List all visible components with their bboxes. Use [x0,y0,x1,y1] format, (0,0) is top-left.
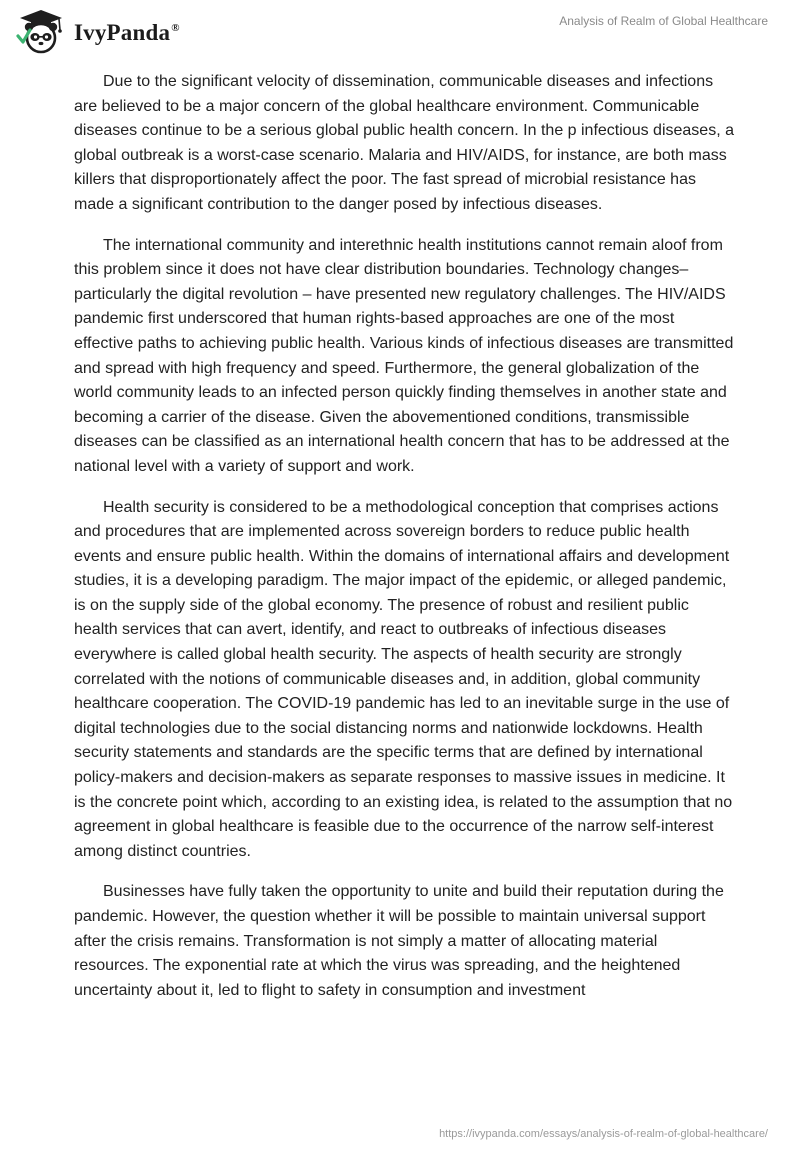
paragraph-4: Businesses have fully taken the opportunity to unite and build their reputation during the pandemic. However, the question whether it will be possible to maintain universal support after the crisis remains. Transformation is not simply a matter of allocating material resources. The exponential rate at which the virus was spreading, and the heightened uncertainty about it, led to flight to safety in consumption and investment [74,883,724,999]
registered-mark: ® [171,22,180,35]
paragraph-2: The international community and interethnic health institutions cannot remain aloof from this problem since it does not have clear distribution boundaries. Technology changes– particularly the digital revolution – have presented new regulatory challenges. The HIV/AIDS pandemic first underscored that human rights-based approaches are one of the most effective paths to achieving public health. Various kinds of infectious diseases are transmitted and spread with high frequency and speed. Furthermore, the general globalization of the world community leads to an infected person quickly finding themselves in another state and becoming a carrier of the disease. Given the abovementioned conditions, transmissible diseases can be classified as an international health concern that has to be addressed at the national level with a variety of support and work. [74,236,734,475]
paragraph-3: Health security is considered to be a methodological conception that comprises actions and procedures that are implemented across sovereign borders to reduce public health events and ensure public health. Within the domains of international affairs and development studies, it is a developing paradigm. The major impact of the epidemic, or alleged pandemic, is on the supply side of the global economy. The presence of robust and resilient public health services that can avert, identify, and react to outbreaks of infectious diseases everywhere is called global health security. The aspects of health security are strongly correlated with the notions of communicable diseases and, in addition, global community healthcare cooperation. The COVID-19 pandemic has led to an inevitable surge in the use of digital technologies due to the social distancing norms and nationwide lockdowns. Health security statements and standards are the specific terms that are defined by international policy-makers and decision-makers as separate responses to massive issues in medicine. It is the concrete point which, according to an existing idea, is related to the assumption that no agreement in global healthcare is feasible due to the occurrence of the narrow self-interest among distinct countries. [74,498,733,860]
document-title: Analysis of Realm of Global Healthcare [559,14,768,28]
panda-graduate-icon [14,8,68,54]
paragraph-1: Due to the significant velocity of dissemination, communicable diseases and infections are believed to be a major concern of the global healthcare environment. Communicable diseases continue to be a serious global public health concern. In the p infectious diseases, a global outbreak is a worst-case scenario. Malaria and HIV/AIDS, for instance, are both mass killers that disproportionately affect the poor. The fast spread of microbial resistance has made a significant contribution to the danger posed by infectious diseases. [74,73,734,213]
brand-logo[interactable] [14,8,180,54]
essay-body [74,70,734,1019]
source-url[interactable]: https://ivypanda.com/essays/analysis-of-realm-of-global-healthcare/ [439,1128,768,1140]
brand-name: IvyPanda® [74,20,180,45]
page-header [0,0,800,64]
